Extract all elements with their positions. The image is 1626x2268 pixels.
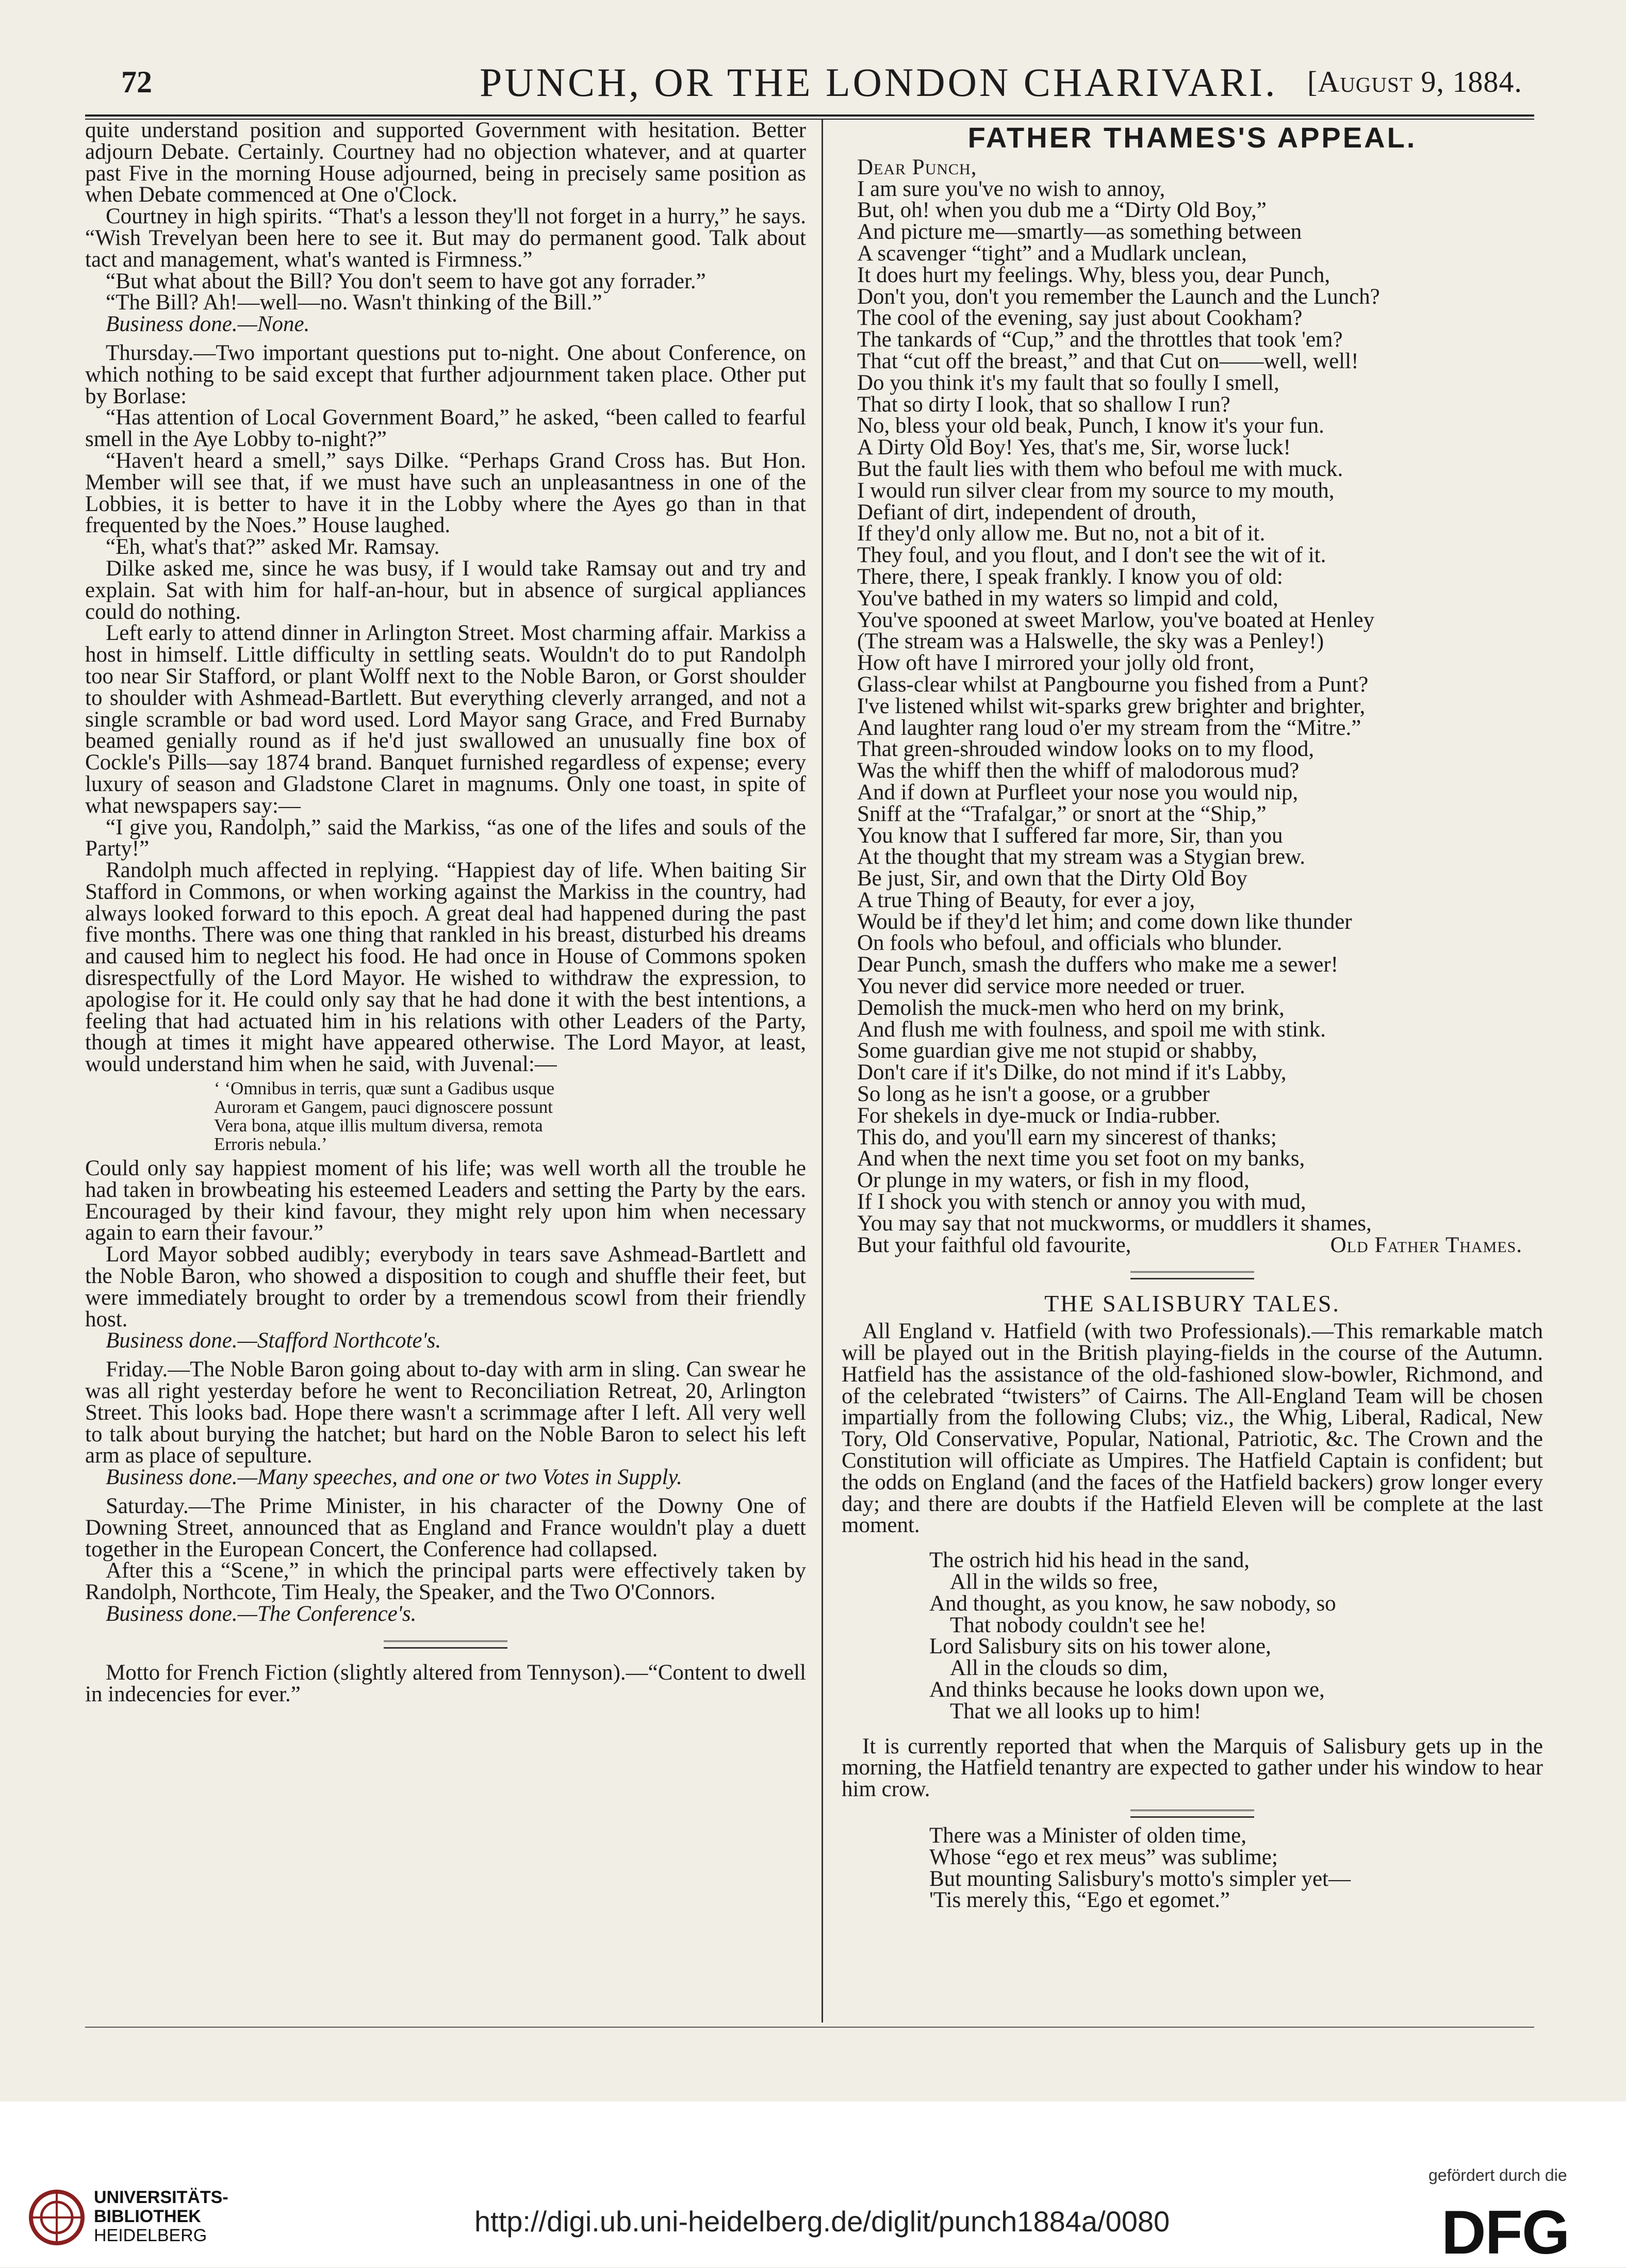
poem-line: But mounting Salisbury's motto's simpler yet— bbox=[929, 1866, 1351, 1891]
poem-line: Dear Punch, smash the duffers who make me a sewer! bbox=[857, 952, 1338, 977]
poem-minister bbox=[842, 1825, 1543, 1911]
poem-line: There was a Minister of olden time, bbox=[929, 1823, 1246, 1848]
poem-line: For shekels in dye-muck or India-rubber. bbox=[857, 1103, 1221, 1128]
poem-line: (The stream was a Halswelle, the sky was a Penley!) bbox=[857, 629, 1324, 654]
poem-line: On fools who befoul, and officials who blunder. bbox=[857, 931, 1283, 956]
poem-line: And flush me with foulness, and spoil me with stink. bbox=[857, 1017, 1326, 1042]
paragraph: “Eh, what's that?” asked Mr. Ramsay. bbox=[106, 535, 440, 560]
paragraph: Left early to attend dinner in Arlington Street. Most charming affair. Markiss a host in himself. Little difficulty in settling seats. Wouldn't do to put Randolph too near Sir Stafford, or plant Wolff next to the Noble Baron, or Gorst shoulder to shoulder with Ashmead-Bartlett. But everything cleverly arranged, and not a single scramble or bad word used. Lord Mayor sang Grace, and Fred Burnaby beamed genially round as if he'd just swallowed an unusually fine box of Cockle's Pills—say 1874 brand. Banquet furnished regardless of expense; every luxury of season and Gladstone Claret in magnums. Only one toast, in spite of what newspapers say:— bbox=[85, 621, 806, 818]
dfg-logo: DFG bbox=[1441, 2198, 1569, 2267]
poem-line: Do you think it's my fault that so foully I smell, bbox=[857, 370, 1279, 395]
poem-line: No, bless your old beak, Punch, I know it's your fun. bbox=[857, 414, 1324, 438]
paragraph: All England v. Hatfield (with two Professionals).—This remarkable match will be played out in the British playing-fields in the course of the Autumn. Hatfield has the assistance of the old-fashioned slow-bowler, Richmond, and of the celebrated “twisters” of Cairns. The All-England Team will be chosen impartially from the following Clubs; viz., the Whig, Liberal, Radical, New Tory, Old Conservative, Popular, National, Patriotic, &c. The Crown and the Constitution will officiate as Umpires. The Hatfield Captain is confident; but the odds on England (and the faces of the Hatfield backers) grow longer every day; and there are doubts if the Hatfield Eleven will be complete at the last moment. bbox=[842, 1319, 1543, 1538]
poem-line: The cool of the evening, say just about Cookham? bbox=[857, 306, 1303, 331]
poem-line: And thought, as you know, he saw nobody, so bbox=[929, 1591, 1336, 1616]
poem-line: How oft have I mirrored your jolly old front, bbox=[857, 651, 1255, 676]
poem-line: If they'd only allow me. But no, not a bit of it. bbox=[857, 521, 1266, 546]
paragraph: Courtney in high spirits. “That's a lesson they'll not forget in a hurry,” he says. “Wish Trevelyan been here to see it. But may do permanent good. Talk about tact and management, what's wanted is Firmness.” bbox=[85, 204, 806, 272]
article-title: THE SALISBURY TALES. bbox=[1044, 1290, 1340, 1317]
paragraph: After this a “Scene,” in which the principal parts were effectively taken by Randolph, Northcote, Tim Healy, the Speaker, and the Two O'Connors. bbox=[85, 1558, 806, 1605]
page-number: 72 bbox=[121, 65, 152, 99]
header-rule bbox=[85, 114, 1534, 117]
poem-line: You've bathed in my waters so limpid and cold, bbox=[857, 586, 1278, 611]
poem-line: A true Thing of Beauty, for ever a joy, bbox=[857, 888, 1195, 912]
library-line: UNIVERSITÄTS- bbox=[94, 2188, 228, 2207]
business-done: Business done.—Stafford Northcote's. bbox=[106, 1328, 441, 1353]
paragraph: “Has attention of Local Government Board,” he asked, “been called to fearful smell in the Aye Lobby to-night?” bbox=[85, 405, 806, 452]
paragraph: Thursday.—Two important questions put to-night. One about Conference, on which nothing to be said except that further adjournment taken place. Other put by Borlase: bbox=[85, 340, 806, 408]
poem-line: You may say that not muckworms, or muddlers it shames, bbox=[857, 1211, 1372, 1236]
poem-line: The ostrich hid his head in the sand, bbox=[929, 1548, 1250, 1573]
poem-line: There, there, I speak frankly. I know you of old: bbox=[857, 564, 1283, 589]
poem-line: The tankards of “Cup,” and the throttles that took 'em? bbox=[857, 327, 1343, 352]
section-separator bbox=[1130, 1271, 1254, 1279]
poem-closing bbox=[842, 1232, 1543, 1257]
bottom-rule bbox=[85, 2027, 1534, 2028]
poem-line: And when the next time you set foot on my banks, bbox=[857, 1146, 1305, 1171]
poem-line: Defiant of dirt, independent of drouth, bbox=[857, 500, 1196, 524]
poem-line: A Dirty Old Boy! Yes, that's me, Sir, worse luck! bbox=[857, 435, 1291, 460]
poem-line: Some guardian give me not stupid or shabby, bbox=[857, 1039, 1257, 1063]
poem-line: I've listened whilst wit-sparks grew brighter and brighter, bbox=[857, 694, 1366, 718]
poem-line: I am sure you've no wish to annoy, bbox=[857, 176, 1165, 201]
paragraph: Dilke asked me, since he was busy, if I would take Ramsay out and try and explain. Sat with him for half-an-hour, but in absence of surgical appliances could do nothing. bbox=[85, 556, 806, 624]
poem-line: It does hurt my feelings. Why, bless you, dear Punch, bbox=[857, 262, 1331, 287]
library-line: HEIDELBERG bbox=[94, 2226, 207, 2245]
digitization-footer bbox=[0, 2101, 1626, 2267]
latin-line: Erroris nebula.’ bbox=[214, 1134, 327, 1155]
poem-line: And if down at Purfleet your nose you would nip, bbox=[857, 780, 1299, 804]
poem-line: A scavenger “tight” and a Mudlark unclean, bbox=[857, 241, 1247, 266]
paragraph: “I give you, Randolph,” said the Markiss, “as one of the lifes and souls of the Party!” bbox=[85, 815, 806, 861]
source-url-link[interactable]: http://digi.ub.uni-heidelberg.de/diglit/punch1884a/0080 bbox=[474, 2205, 1170, 2238]
poem-line: Glass-clear whilst at Pangbourne you fished from a Punt? bbox=[857, 672, 1369, 697]
business-done: Business done.—Many speeches, and one or two Votes in Supply. bbox=[106, 1465, 682, 1490]
poem-line: Would be if they'd let him; and come down like thunder bbox=[857, 909, 1352, 934]
paragraph: Randolph much affected in replying. “Happiest day of life. When baiting Sir Stafford in Commons, or when working against the Markiss in the country, had always looked forward to this epoch. A great deal had happened during the past five months. There was one thing that rankled in his breast, disturbed his dreams and caused him to neglect his food. He had once in House of Commons spoken disrespectfully of the Lord Mayor. He wished to withdraw the expression, to apologise for it. He could only say that he had done it with the best intentions, a feeling that had actuated him in his relations with other Leaders of the Party, though at times it might have appeared otherwise. The Lord Mayor, at least, would understand him when he said, with Juvenal:— bbox=[85, 858, 806, 1077]
poem-line: All in the clouds so dim, bbox=[950, 1656, 1168, 1681]
poem-line: Whose “ego et rex meus” was sublime; bbox=[929, 1845, 1278, 1869]
poem-line: That green-shrouded window looks on to my flood, bbox=[857, 737, 1315, 762]
paragraph: Could only say happiest moment of his life; was well worth all the trouble he had taken in browbeating his esteemed Leaders and setting the Party by the ears. Encouraged by their kind favour, they might rely upon him when necessary again to earn their favour.” bbox=[85, 1156, 806, 1245]
paragraph: Friday.—The Noble Baron going about to-day with arm in sling. Can swear he was all right yesterday before he went to Reconciliation Retreat, 20, Arlington Street. This looks bad. Hope there wasn't a scrimmage after I left. All very well to talk about burying the hatchet; but hard on the Noble Baron to select his left arm as place of sepulture. bbox=[85, 1357, 806, 1468]
poem-line: Was the whiff then the whiff of malodorous mud? bbox=[857, 759, 1300, 783]
poem-line: And picture me—smartly—as something between bbox=[857, 220, 1302, 244]
paragraph: It is currently reported that when the Marquis of Salisbury gets up in the morning, the Hatfield tenantry are expected to gather under his window to hear him crow. bbox=[842, 1734, 1543, 1802]
library-line: BIBLIOTHEK bbox=[94, 2207, 201, 2226]
poem-title: FATHER THAMES'S APPEAL. bbox=[967, 121, 1417, 154]
motto-french-fiction: Motto for French Fiction (slightly altered from Tennyson).—“Content to dwell in indecencies for ever.” bbox=[85, 1660, 806, 1706]
poem-line: Don't care if it's Dilke, do not mind if it's Labby, bbox=[857, 1060, 1287, 1085]
issue-date: [August 9, 1884. bbox=[1307, 65, 1522, 98]
latin-line: Vera bona, atque illis multum diversa, remota bbox=[214, 1115, 543, 1136]
paragraph: Saturday.—The Prime Minister, in his character of the Downy One of Downing Street, announced that as England and France wouldn't play a duett together in the European Concert, the Conference had collapsed. bbox=[85, 1494, 806, 1562]
poem-line: And laughter rang loud o'er my stream from the “Mitre.” bbox=[857, 715, 1361, 740]
poem-line: That nobody couldn't see he! bbox=[950, 1613, 1207, 1637]
poem-line: That “cut off the breast,” and that Cut on——well, well! bbox=[857, 349, 1359, 373]
left-column bbox=[85, 120, 806, 1997]
section-separator bbox=[1130, 1810, 1254, 1818]
page-header bbox=[0, 59, 1626, 116]
poem-line: But, oh! when you dub me a “Dirty Old Boy,” bbox=[857, 198, 1267, 223]
right-column bbox=[842, 120, 1543, 1997]
poem-line: You know that I suffered far more, Sir, than you bbox=[857, 823, 1283, 848]
latin-line: Auroram et Gangem, pauci dignoscere possunt bbox=[214, 1097, 553, 1117]
column-divider bbox=[822, 120, 823, 2023]
poem-line: So long as he isn't a goose, or a grubber bbox=[857, 1082, 1210, 1107]
poem-line: You've spooned at sweet Marlow, you've boated at Henley bbox=[857, 607, 1375, 632]
section-separator bbox=[384, 1640, 507, 1649]
poem-line: All in the wilds so free, bbox=[950, 1570, 1158, 1594]
poem-line: This do, and you'll earn my sincerest of thanks; bbox=[857, 1125, 1277, 1149]
poem-line: They foul, and you flout, and I don't see the wit of it. bbox=[857, 543, 1326, 568]
university-seal-icon bbox=[28, 2189, 85, 2246]
poem-line: 'Tis merely this, “Ego et egomet.” bbox=[929, 1888, 1230, 1913]
poem-line: You never did service more needed or truer. bbox=[857, 974, 1245, 999]
poem-line: Lord Salisbury sits on his tower alone, bbox=[929, 1634, 1271, 1659]
business-done: Business done.—The Conference's. bbox=[106, 1602, 417, 1626]
paragraph: “Haven't heard a smell,” says Dilke. “Perhaps Grand Cross has. But Hon. Member will see that, if we must have such an unpleasantness in one of the Lobbies, it is better to have it in the Lobby where the Ayes go than in that frequented by the Noes.” House laughed. bbox=[85, 448, 806, 538]
poem-line: At the thought that my stream was a Stygian brew. bbox=[857, 845, 1305, 869]
business-done: Business done.—None. bbox=[106, 312, 310, 337]
poem-line: Demolish the muck-men who herd on my brink, bbox=[857, 995, 1285, 1020]
paragraph: Lord Mayor sobbed audibly; everybody in tears save Ashmead-Bartlett and the Noble Baron, who showed a disposition to cough and shuffle their feet, but were immediately brought to order by a tremendous scowl from their friendly host. bbox=[85, 1242, 806, 1332]
poem-line: And thinks because he looks down upon we, bbox=[929, 1677, 1325, 1702]
funded-by-label: gefördert durch die bbox=[1428, 2166, 1567, 2184]
paragraph: quite understand position and supported Government with hesitation. Better adjourn Debate. Certainly. Courtney had no objection whatever, and at quarter past Five in the morning House adjourned, being in precisely same position as when Debate commenced at One o'Clock. bbox=[85, 120, 806, 207]
paragraph: “The Bill? Ah!—well—no. Wasn't thinking of the Bill.” bbox=[106, 290, 602, 315]
poem-line: Or plunge in my waters, or fish in my flood, bbox=[857, 1168, 1250, 1193]
poem-line: I would run silver clear from my source to my mouth, bbox=[857, 478, 1335, 503]
library-name bbox=[94, 2188, 228, 2245]
poem-ostrich bbox=[842, 1550, 1543, 1722]
latin-quotation bbox=[85, 1079, 806, 1154]
poem-line: That so dirty I look, that so shallow I run? bbox=[857, 392, 1230, 417]
paragraph: “But what about the Bill? You don't seem to have got any forrader.” bbox=[106, 269, 706, 293]
poem-signature: Old Father Thames. bbox=[1330, 1232, 1522, 1257]
poem-father-thames bbox=[842, 178, 1543, 1235]
poem-line: Sniff at the “Trafalgar,” or snort at the “Ship,” bbox=[857, 801, 1267, 826]
poem-salutation: Dear Punch, bbox=[857, 155, 977, 179]
latin-line: ‘ ‘Omnibus in terris, quæ sunt a Gadibus usque bbox=[214, 1078, 555, 1099]
masthead-title: PUNCH, OR THE LONDON CHARIVARI. bbox=[480, 60, 1278, 105]
poem-line: Don't you, don't you remember the Launch and the Lunch? bbox=[857, 284, 1380, 309]
poem-line: That we all looks up to him! bbox=[950, 1699, 1202, 1723]
poem-line: If I shock you with stench or annoy you with mud, bbox=[857, 1190, 1306, 1214]
poem-last-line: But your faithful old favourite, bbox=[857, 1232, 1131, 1257]
poem-line: But the fault lies with them who befoul me with muck. bbox=[857, 456, 1343, 481]
poem-line: Be just, Sir, and own that the Dirty Old Boy bbox=[857, 866, 1247, 891]
